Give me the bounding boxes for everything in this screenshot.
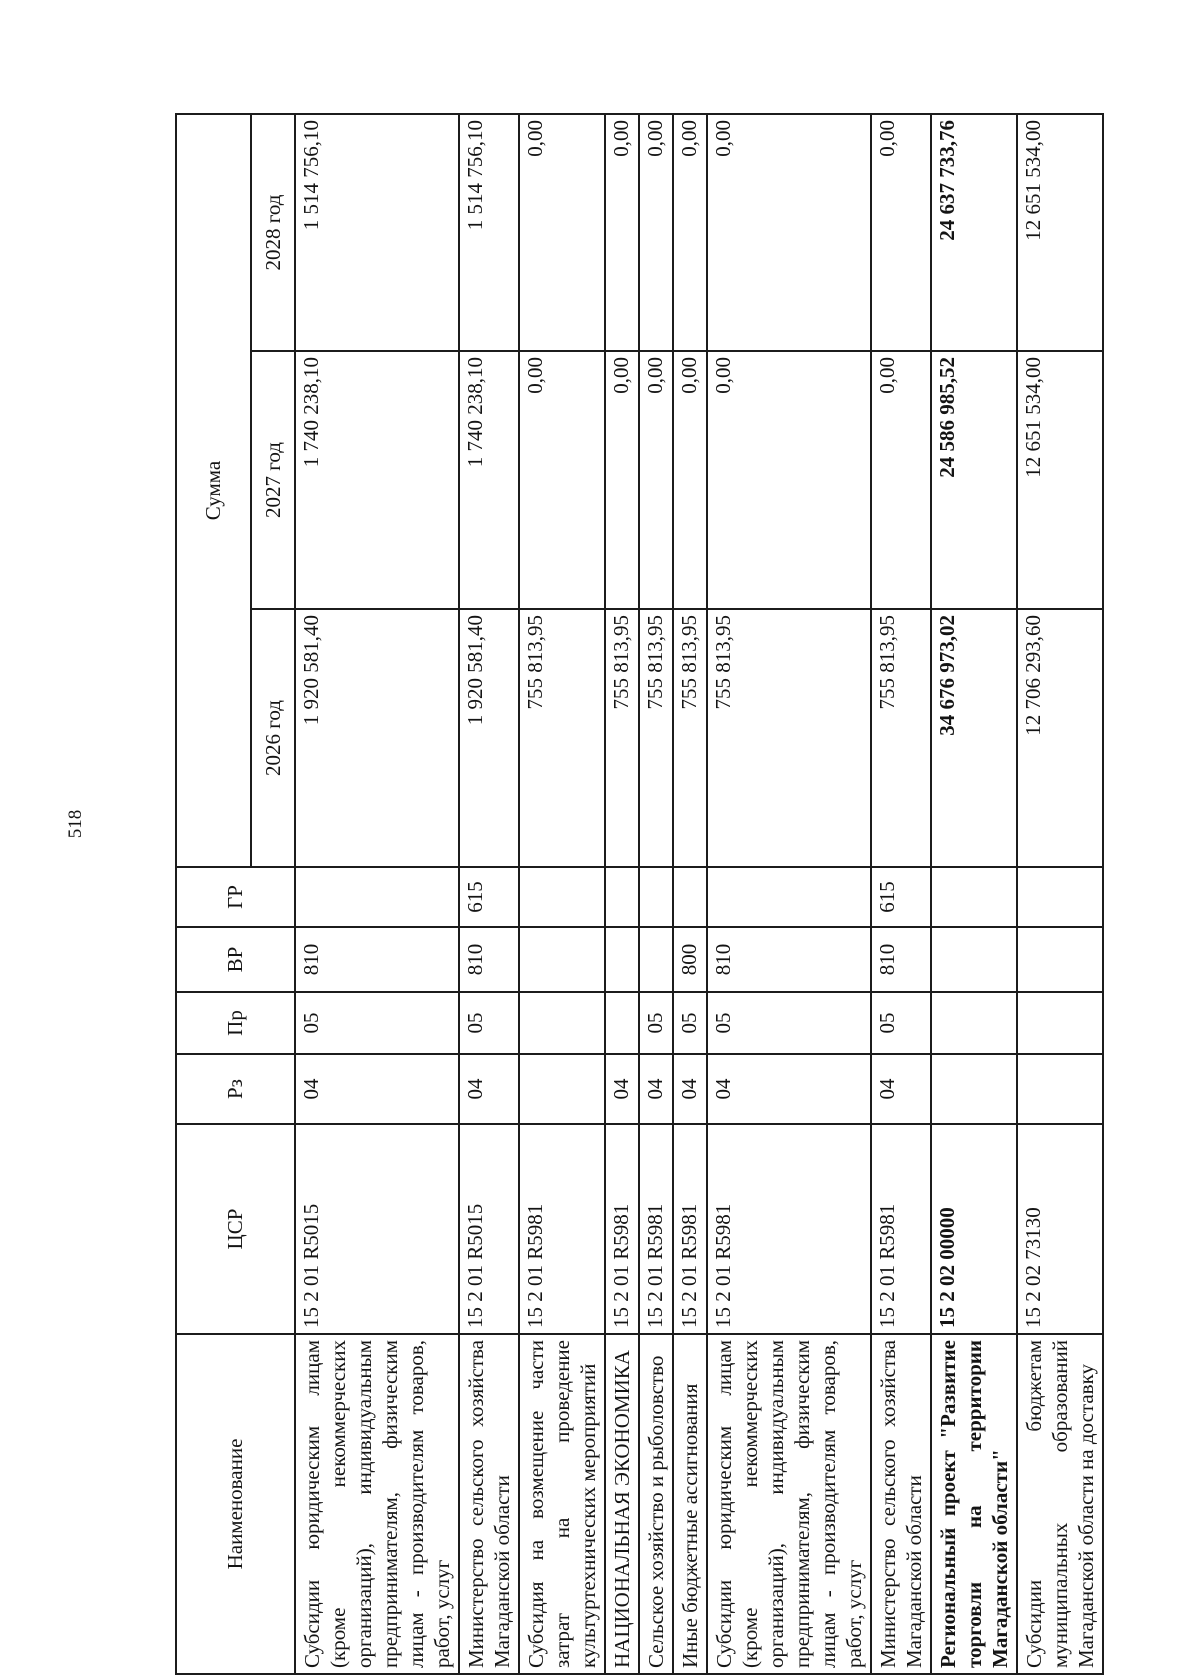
row-csr: 15 2 02 00000 (931, 1124, 1017, 1334)
table-row (673, 114, 707, 1674)
table-row (707, 114, 871, 1674)
row-gr (639, 867, 673, 927)
row-csr: 15 2 01 R5015 (295, 1124, 459, 1334)
row-rz: 04 (605, 1054, 639, 1124)
row-gr (1017, 867, 1103, 927)
row-csr: 15 2 01 R5015 (459, 1124, 519, 1334)
rotated-page-content (175, 115, 1098, 1675)
row-vr (1017, 927, 1103, 992)
header-year-2026: 2026 год (251, 609, 295, 867)
row-pr (519, 992, 605, 1054)
header-gr: ГР (176, 867, 295, 927)
header-year-2028: 2028 год (251, 114, 295, 351)
row-name: Министерство сельского хозяйства Магаданской области (459, 1334, 519, 1674)
row-amount-2026: 755 813,95 (871, 609, 931, 867)
row-amount-2026: 755 813,95 (639, 609, 673, 867)
header-sum: Сумма (176, 114, 251, 867)
row-gr (707, 867, 871, 927)
row-pr: 05 (295, 992, 459, 1054)
row-rz: 04 (295, 1054, 459, 1124)
header-row (176, 114, 251, 1674)
row-name: Региональный проект "Развитие торговли на территории Магаданской области" (931, 1334, 1017, 1674)
table-body (295, 114, 1103, 1674)
row-csr: 15 2 02 73130 (1017, 1124, 1103, 1334)
header-year-2027: 2027 год (251, 351, 295, 609)
row-pr: 05 (871, 992, 931, 1054)
row-amount-2028: 0,00 (519, 114, 605, 351)
row-pr (1017, 992, 1103, 1054)
row-amount-2027: 0,00 (605, 351, 639, 609)
row-amount-2027: 24 586 985,52 (931, 351, 1017, 609)
row-rz: 04 (459, 1054, 519, 1124)
row-amount-2027: 0,00 (871, 351, 931, 609)
budget-table (175, 113, 1104, 1675)
table-row (459, 114, 519, 1674)
row-name: Субсидии бюджетам муниципальных образований Магаданской области на доставку (1017, 1334, 1103, 1674)
table-row (871, 114, 931, 1674)
row-amount-2028: 1 514 756,10 (295, 114, 459, 351)
row-gr: 615 (459, 867, 519, 927)
row-gr (931, 867, 1017, 927)
row-gr: 615 (871, 867, 931, 927)
row-gr (295, 867, 459, 927)
row-amount-2026: 755 813,95 (519, 609, 605, 867)
row-amount-2028: 0,00 (605, 114, 639, 351)
row-amount-2027: 1 740 238,10 (459, 351, 519, 609)
row-pr (931, 992, 1017, 1054)
row-amount-2028: 0,00 (673, 114, 707, 351)
row-rz: 04 (871, 1054, 931, 1124)
row-amount-2027: 1 740 238,10 (295, 351, 459, 609)
row-pr (605, 992, 639, 1054)
row-csr: 15 2 01 R5981 (673, 1124, 707, 1334)
row-gr (519, 867, 605, 927)
row-csr: 15 2 01 R5981 (605, 1124, 639, 1334)
row-pr: 05 (673, 992, 707, 1054)
row-amount-2028: 0,00 (639, 114, 673, 351)
row-name: Иные бюджетные ассигнования (673, 1334, 707, 1674)
row-pr: 05 (707, 992, 871, 1054)
row-amount-2028: 12 651 534,00 (1017, 114, 1103, 351)
row-name: Субсидии юридическим лицам (кроме некоммерческих организаций), индивидуальным предпринимателям, физическим лицам - производителям товаров, работ, услуг (295, 1334, 459, 1674)
header-csr: ЦСР (176, 1124, 295, 1334)
row-amount-2026: 34 676 973,02 (931, 609, 1017, 867)
row-gr (673, 867, 707, 927)
page-number: 518 (65, 809, 86, 839)
row-vr: 810 (295, 927, 459, 992)
table-row (639, 114, 673, 1674)
table-row (519, 114, 605, 1674)
table-row (1017, 114, 1103, 1674)
row-amount-2027: 0,00 (639, 351, 673, 609)
row-vr: 800 (673, 927, 707, 992)
row-amount-2028: 0,00 (871, 114, 931, 351)
row-pr: 05 (639, 992, 673, 1054)
row-vr: 810 (871, 927, 931, 992)
row-vr: 810 (459, 927, 519, 992)
row-amount-2027: 0,00 (707, 351, 871, 609)
row-amount-2027: 0,00 (673, 351, 707, 609)
row-csr: 15 2 01 R5981 (707, 1124, 871, 1334)
row-name: Министерство сельского хозяйства Магаданской области (871, 1334, 931, 1674)
row-pr: 05 (459, 992, 519, 1054)
row-rz: 04 (639, 1054, 673, 1124)
header-rz: Рз (176, 1054, 295, 1124)
row-vr (931, 927, 1017, 992)
row-vr (605, 927, 639, 992)
row-amount-2026: 12 706 293,60 (1017, 609, 1103, 867)
table-row (295, 114, 459, 1674)
row-amount-2026: 755 813,95 (673, 609, 707, 867)
row-vr (639, 927, 673, 992)
row-rz (1017, 1054, 1103, 1124)
row-name: Субсидия на возмещение части затрат на проведение культуртехнических мероприятий (519, 1334, 605, 1674)
row-vr: 810 (707, 927, 871, 992)
row-rz: 04 (673, 1054, 707, 1124)
row-name: Субсидии юридическим лицам (кроме некоммерческих организаций), индивидуальным предпринимателям, физическим лицам - производителям товаров, работ, услуг (707, 1334, 871, 1674)
row-amount-2026: 755 813,95 (707, 609, 871, 867)
row-amount-2028: 0,00 (707, 114, 871, 351)
row-amount-2026: 1 920 581,40 (459, 609, 519, 867)
row-rz (931, 1054, 1017, 1124)
row-csr: 15 2 01 R5981 (639, 1124, 673, 1334)
row-name: Сельское хозяйство и рыболовство (639, 1334, 673, 1674)
row-csr: 15 2 01 R5981 (871, 1124, 931, 1334)
row-amount-2026: 1 920 581,40 (295, 609, 459, 867)
row-amount-2028: 24 637 733,76 (931, 114, 1017, 351)
header-vr: ВР (176, 927, 295, 992)
row-gr (605, 867, 639, 927)
table-row (931, 114, 1017, 1674)
table-row (605, 114, 639, 1674)
row-rz: 04 (707, 1054, 871, 1124)
row-rz (519, 1054, 605, 1124)
row-csr: 15 2 01 R5981 (519, 1124, 605, 1334)
row-name: НАЦИОНАЛЬНАЯ ЭКОНОМИКА (605, 1334, 639, 1674)
header-name: Наименование (176, 1334, 295, 1674)
row-amount-2027: 0,00 (519, 351, 605, 609)
header-pr: Пр (176, 992, 295, 1054)
row-amount-2028: 1 514 756,10 (459, 114, 519, 351)
row-amount-2027: 12 651 534,00 (1017, 351, 1103, 609)
row-vr (519, 927, 605, 992)
row-amount-2026: 755 813,95 (605, 609, 639, 867)
